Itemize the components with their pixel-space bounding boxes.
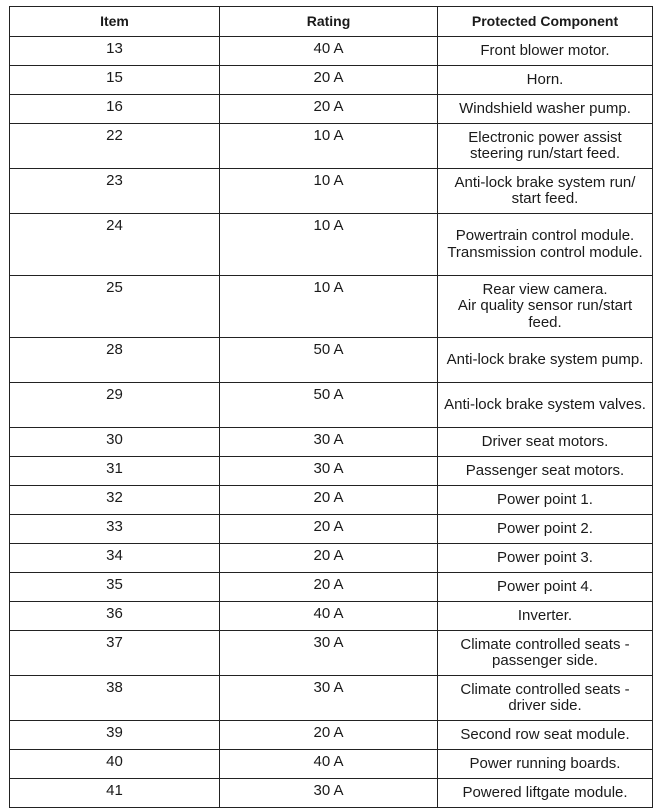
rating-cell: 40 A <box>220 750 438 779</box>
table-row <box>10 486 653 515</box>
item-cell: 15 <box>10 66 220 95</box>
rating-cell: 30 A <box>220 457 438 486</box>
item-cell: 30 <box>10 428 220 457</box>
rating-cell: 40 A <box>220 37 438 66</box>
table-row <box>10 95 653 124</box>
table-row <box>10 383 653 428</box>
component-cell: Front blower motor. <box>438 37 653 66</box>
rating-cell: 30 A <box>220 779 438 808</box>
rating-cell: 50 A <box>220 338 438 383</box>
component-cell: Inverter. <box>438 602 653 631</box>
item-cell: 34 <box>10 544 220 573</box>
component-cell: Rear view camera. Air quality sensor run/start feed. <box>438 276 653 338</box>
item-cell: 41 <box>10 779 220 808</box>
header-rating: Rating <box>220 7 438 37</box>
table-row <box>10 573 653 602</box>
component-cell: Power running boards. <box>438 750 653 779</box>
rating-cell: 10 A <box>220 169 438 214</box>
rating-cell: 20 A <box>220 721 438 750</box>
component-cell: Second row seat module. <box>438 721 653 750</box>
component-cell: Horn. <box>438 66 653 95</box>
item-cell: 22 <box>10 124 220 169</box>
rating-cell: 50 A <box>220 383 438 428</box>
table-row <box>10 779 653 808</box>
rating-cell: 30 A <box>220 631 438 676</box>
rating-cell: 10 A <box>220 214 438 276</box>
component-cell: Powered liftgate module. <box>438 779 653 808</box>
table-row <box>10 602 653 631</box>
table-row <box>10 428 653 457</box>
table-row <box>10 37 653 66</box>
table-row <box>10 515 653 544</box>
table-row <box>10 544 653 573</box>
table-row <box>10 631 653 676</box>
item-cell: 35 <box>10 573 220 602</box>
rating-cell: 20 A <box>220 573 438 602</box>
item-cell: 36 <box>10 602 220 631</box>
component-cell: Electronic power assist steering run/start feed. <box>438 124 653 169</box>
rating-cell: 20 A <box>220 486 438 515</box>
table-row <box>10 457 653 486</box>
component-cell: Powertrain control module. Transmission control module. <box>438 214 653 276</box>
component-cell: Power point 3. <box>438 544 653 573</box>
item-cell: 28 <box>10 338 220 383</box>
table-row <box>10 721 653 750</box>
component-cell: Driver seat motors. <box>438 428 653 457</box>
item-cell: 13 <box>10 37 220 66</box>
item-cell: 25 <box>10 276 220 338</box>
table-row <box>10 338 653 383</box>
rating-cell: 40 A <box>220 602 438 631</box>
rating-cell: 20 A <box>220 544 438 573</box>
item-cell: 33 <box>10 515 220 544</box>
rating-cell: 30 A <box>220 676 438 721</box>
header-row <box>10 7 653 37</box>
table-body <box>10 37 653 808</box>
item-cell: 29 <box>10 383 220 428</box>
item-cell: 38 <box>10 676 220 721</box>
rating-cell: 20 A <box>220 515 438 544</box>
rating-cell: 20 A <box>220 66 438 95</box>
item-cell: 40 <box>10 750 220 779</box>
item-cell: 32 <box>10 486 220 515</box>
component-cell: Windshield washer pump. <box>438 95 653 124</box>
component-cell: Anti-lock brake system run/ start feed. <box>438 169 653 214</box>
fuse-table <box>9 6 653 808</box>
table-row <box>10 66 653 95</box>
component-cell: Power point 2. <box>438 515 653 544</box>
component-cell: Anti-lock brake system valves. <box>438 383 653 428</box>
component-cell: Climate controlled seats - driver side. <box>438 676 653 721</box>
table-row <box>10 676 653 721</box>
component-cell: Power point 1. <box>438 486 653 515</box>
item-cell: 16 <box>10 95 220 124</box>
rating-cell: 30 A <box>220 428 438 457</box>
item-cell: 39 <box>10 721 220 750</box>
table-row <box>10 750 653 779</box>
rating-cell: 20 A <box>220 95 438 124</box>
item-cell: 31 <box>10 457 220 486</box>
item-cell: 37 <box>10 631 220 676</box>
component-cell: Power point 4. <box>438 573 653 602</box>
table-header <box>10 7 653 37</box>
table-row <box>10 276 653 338</box>
table-row <box>10 124 653 169</box>
table-row <box>10 214 653 276</box>
table-row <box>10 169 653 214</box>
rating-cell: 10 A <box>220 276 438 338</box>
rating-cell: 10 A <box>220 124 438 169</box>
component-cell: Climate controlled seats - passenger side. <box>438 631 653 676</box>
item-cell: 23 <box>10 169 220 214</box>
component-cell: Passenger seat motors. <box>438 457 653 486</box>
header-item: Item <box>10 7 220 37</box>
item-cell: 24 <box>10 214 220 276</box>
header-protected-component: Protected Component <box>438 7 653 37</box>
component-cell: Anti-lock brake system pump. <box>438 338 653 383</box>
